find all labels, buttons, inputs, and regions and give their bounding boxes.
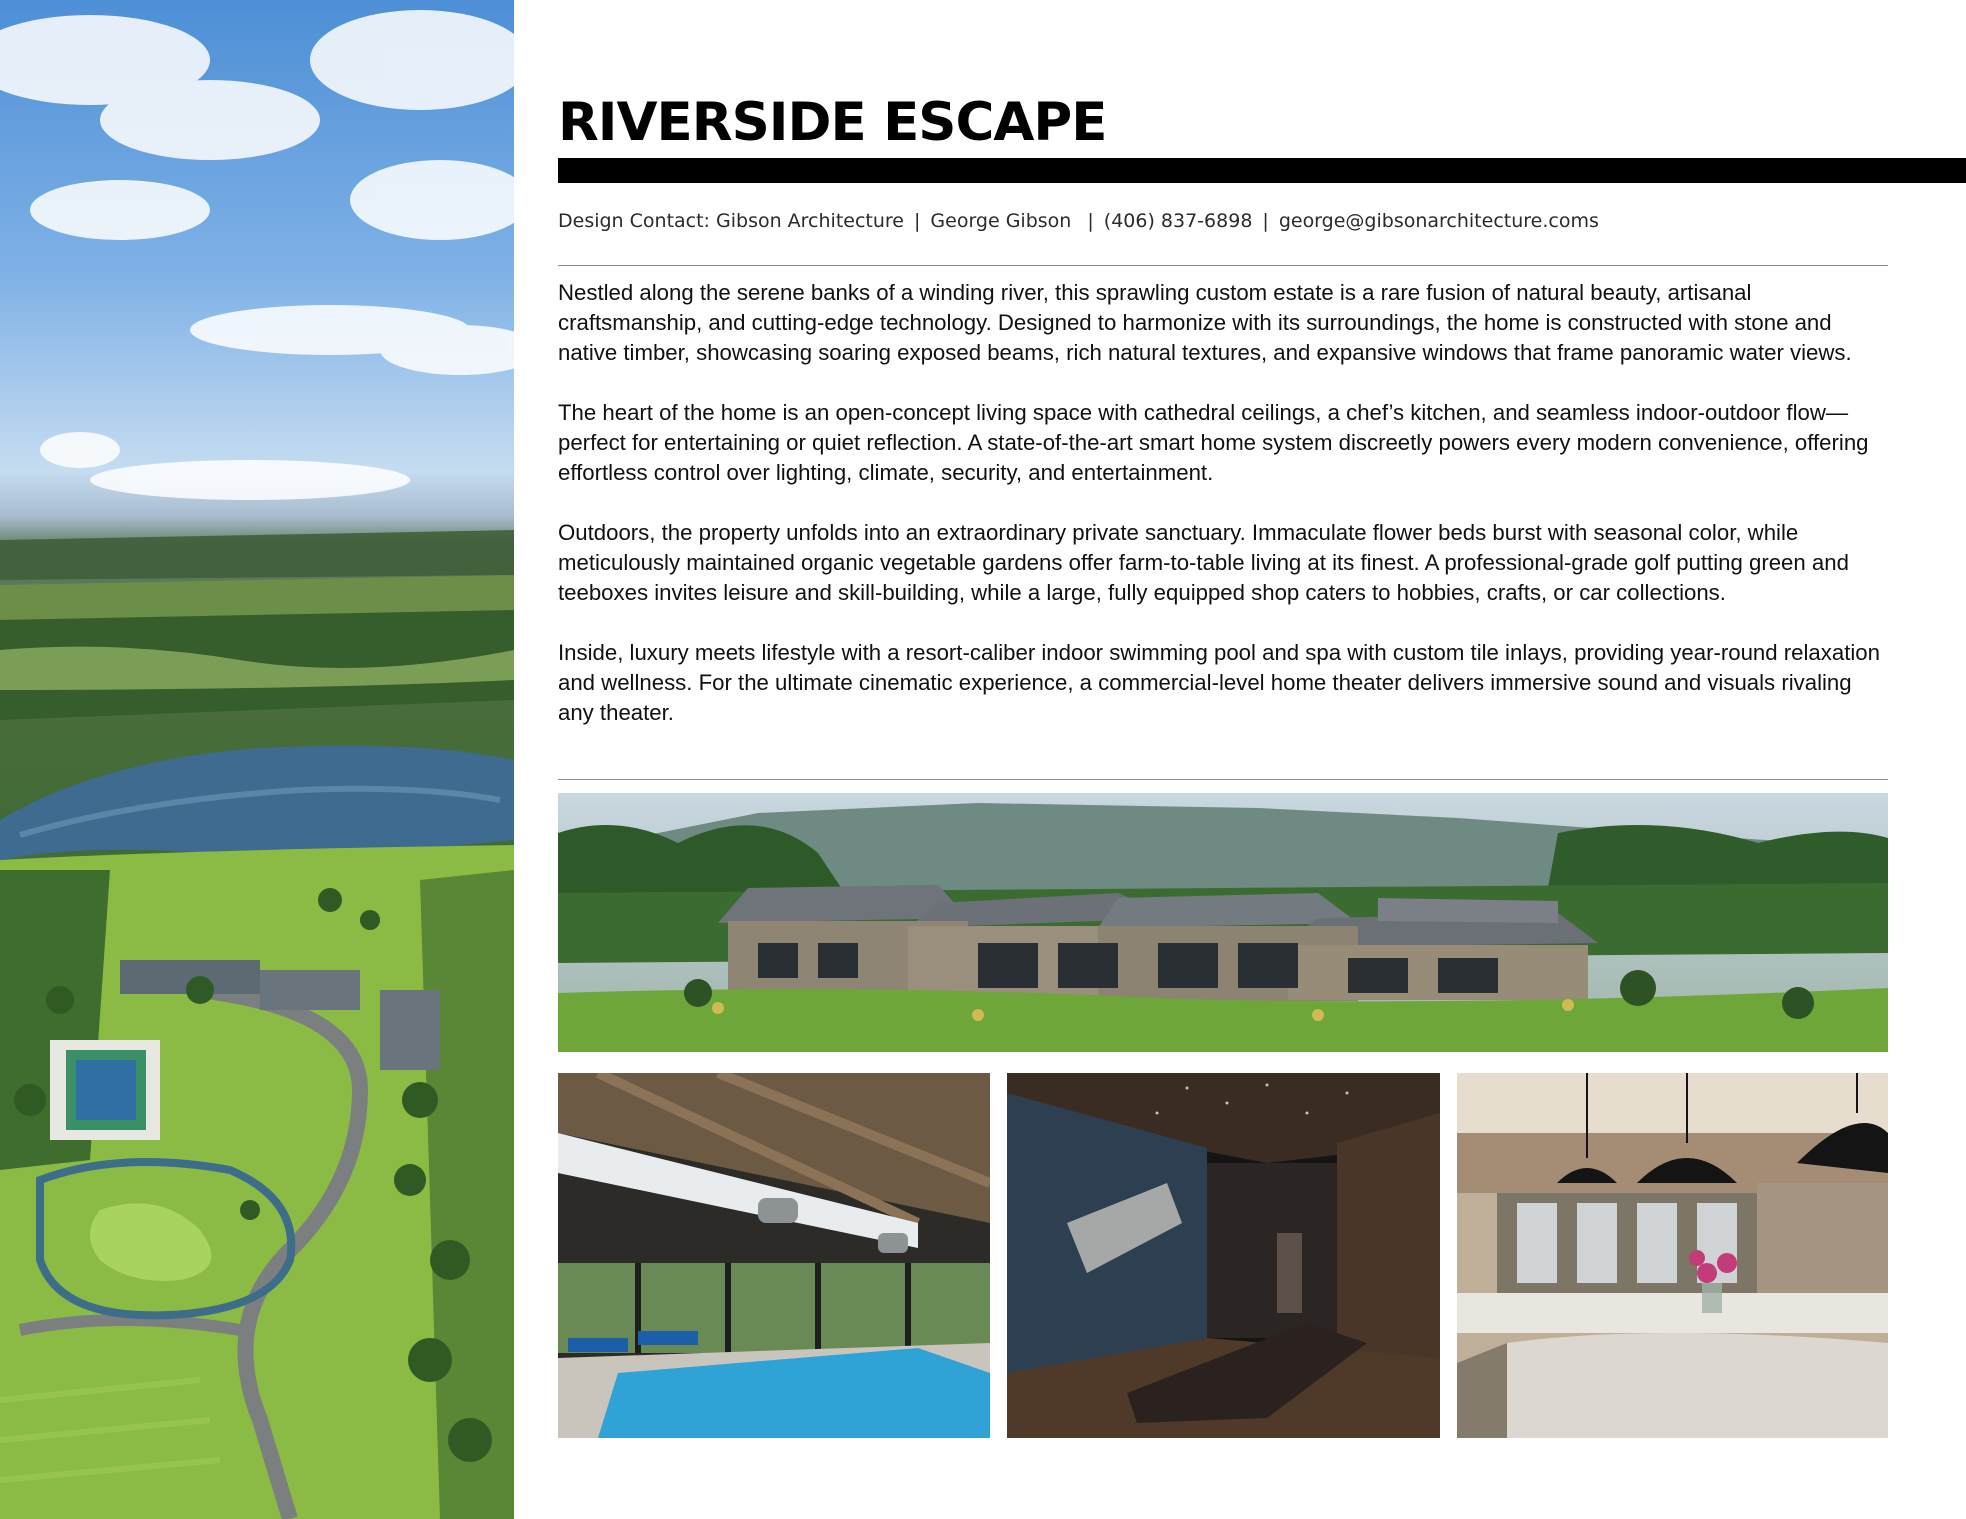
page-title: RIVERSIDE ESCAPE <box>558 92 1107 153</box>
contact-phone: (406) 837-6898 <box>1103 210 1253 232</box>
divider-top <box>558 265 1888 266</box>
contact-label: Design Contact: Gibson Architecture <box>558 210 904 232</box>
property-description <box>558 278 1893 728</box>
contact-email: george@gibsonarchitecture.coms <box>1278 210 1599 232</box>
description-paragraph: Outdoors, the property unfolds into an extraordinary private sanctuary. Immaculate flower beds burst with seasonal color, while meticulously maintained organic vegetable gardens offer farm-to-table living at its finest. A professional-grade golf putting green and teeboxes invites leisure and skill-building, while a large, fully equipped shop caters to hobbies, crafts, or car collections. <box>558 520 1849 605</box>
title-underline-bar <box>558 158 1966 183</box>
contact-separator: | <box>1262 210 1269 232</box>
divider-bottom <box>558 779 1888 780</box>
home-theater-photo <box>1007 1073 1440 1438</box>
description-paragraph: Inside, luxury meets lifestyle with a resort-caliber indoor swimming pool and spa with custom tile inlays, providing year-round relaxation and wellness. For the ultimate cinematic experience, a commercial-level home theater delivers immersive sound and visuals rivaling any theater. <box>558 640 1880 725</box>
contact-separator: | <box>914 210 921 232</box>
kitchen-photo <box>1457 1073 1888 1438</box>
contact-separator: | <box>1081 210 1094 232</box>
description-paragraph: The heart of the home is an open-concept living space with cathedral ceilings, a chef’s kitchen, and seamless indoor-outdoor flow—perfect for entertaining or quiet reflection. A state-of-the-art smart home system discreetly powers every modern convenience, offering effortless control over lighting, climate, security, and entertainment. <box>558 400 1869 485</box>
house-exterior-photo <box>558 793 1888 1052</box>
description-paragraph: Nestled along the serene banks of a winding river, this sprawling custom estate is a rare fusion of natural beauty, artisanal craftsmanship, and cutting-edge technology. Designed to harmonize with its surroundings, the home is constructed with stone and native timber, showcasing soaring exposed beams, rich natural textures, and expansive windows that frame panoramic water views. <box>558 280 1852 365</box>
design-contact-line <box>558 210 1599 232</box>
contact-name: George Gibson <box>930 210 1072 232</box>
aerial-estate-photo <box>0 0 514 1519</box>
indoor-pool-photo <box>558 1073 990 1438</box>
